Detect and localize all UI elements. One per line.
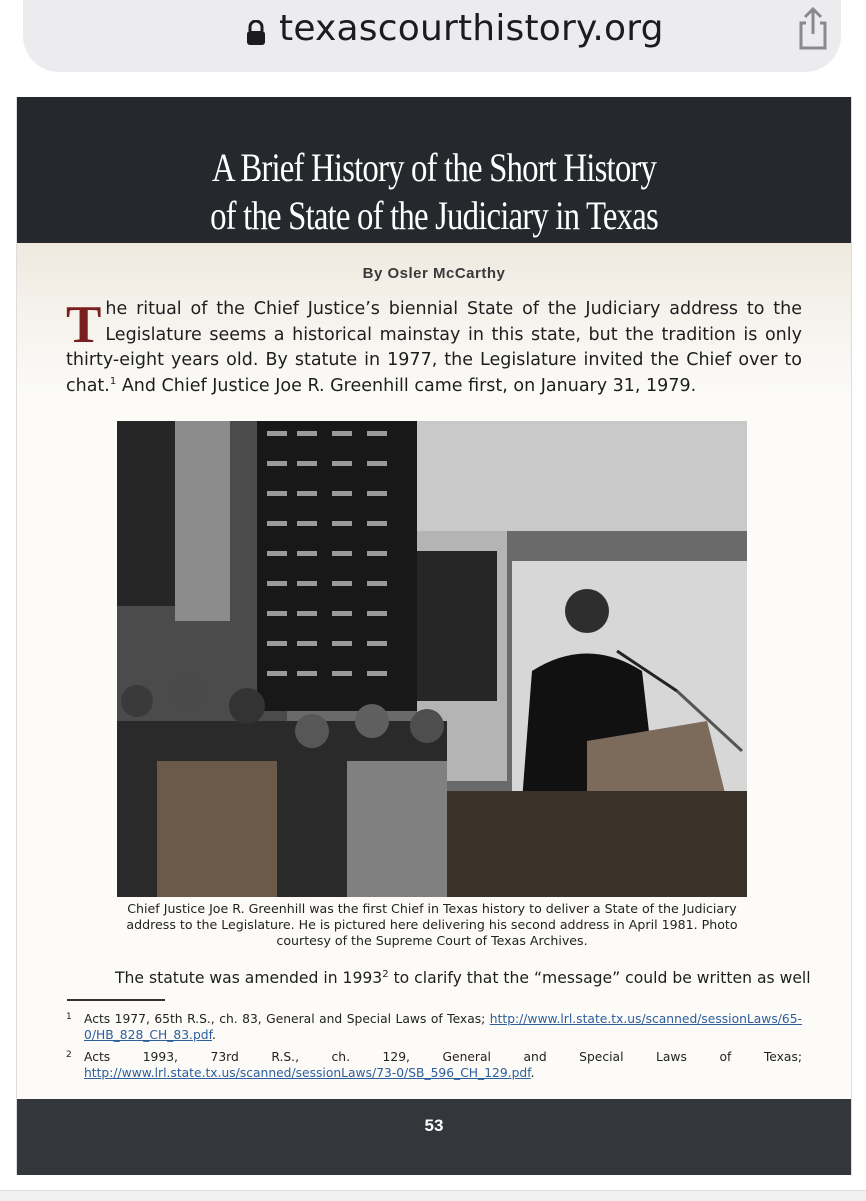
footnote-text: Acts 1977, 65th R.S., ch. 83, General and Special Laws of Texas; bbox=[84, 1012, 490, 1026]
article-title-line1: A Brief History of the Short History bbox=[211, 145, 657, 190]
footnote-2 bbox=[66, 1049, 802, 1081]
lead-paragraph bbox=[66, 297, 802, 399]
page-footer bbox=[17, 1099, 851, 1175]
lead-text-2: And Chief Justice Joe R. Greenhill came first, on January 31, 1979. bbox=[116, 375, 697, 396]
title-banner bbox=[17, 97, 851, 243]
address-bar[interactable] bbox=[23, 0, 841, 72]
footnote-1 bbox=[66, 1011, 802, 1043]
legislature-photo bbox=[117, 421, 747, 897]
footnote-divider bbox=[67, 999, 165, 1001]
body-paragraph bbox=[115, 969, 815, 987]
footnote-tail: . bbox=[212, 1028, 216, 1042]
article-title-line2: of the State of the Judiciary in Texas bbox=[210, 193, 658, 238]
body-text-2: to clarify that the “message” could be written as well bbox=[388, 969, 811, 987]
lock-icon bbox=[245, 20, 267, 46]
page-number: 53 bbox=[424, 1116, 444, 1135]
footnote-link[interactable]: http://www.lrl.state.tx.us/scanned/sessionLaws/73-0/SB_596_CH_129.pdf bbox=[84, 1066, 531, 1080]
url-text: texascourthistory.org bbox=[279, 8, 664, 49]
footnote-tail: . bbox=[530, 1066, 535, 1080]
footnote-number: 1 bbox=[66, 1012, 72, 1022]
lead-text-1: he ritual of the Chief Justice’s biennial State of the Judiciary address to the Legislature seems a historical mainstay in this state, but the tradition is only thirty-eight years old. By statute in 1977, the Legislature invited the Chief over to chat. bbox=[66, 299, 802, 396]
footnote-ref-2: 2 bbox=[382, 968, 389, 980]
document-page bbox=[16, 97, 852, 1175]
footnote-ref-1: 1 bbox=[109, 375, 117, 387]
footnote-link[interactable]: http://www.lrl.state.tx.us/scanned/sessionLaws/65-0/HB_828_CH_83.pdf bbox=[84, 1012, 802, 1042]
bottom-strip bbox=[0, 1190, 866, 1201]
body-text-1: The statute was amended in 1993 bbox=[115, 969, 383, 987]
drop-cap: T bbox=[66, 296, 102, 354]
footnote-number: 2 bbox=[66, 1050, 72, 1060]
browser-toolbar bbox=[0, 0, 866, 97]
document-viewer[interactable] bbox=[0, 97, 866, 1200]
footnote-text: Acts 1993, 73rd R.S., ch. 129, General and Special Laws of Texas; bbox=[84, 1050, 802, 1064]
photo-caption: Chief Justice Joe R. Greenhill was the first Chief in Texas history to deliver a State of the Judiciary address to the Legislature. He is pictured here delivering his second address in April 1981. Photo courtesy of the Supreme Court of Texas Archives. bbox=[126, 901, 738, 948]
share-icon[interactable] bbox=[793, 6, 833, 52]
byline: By Osler McCarthy bbox=[362, 265, 506, 282]
